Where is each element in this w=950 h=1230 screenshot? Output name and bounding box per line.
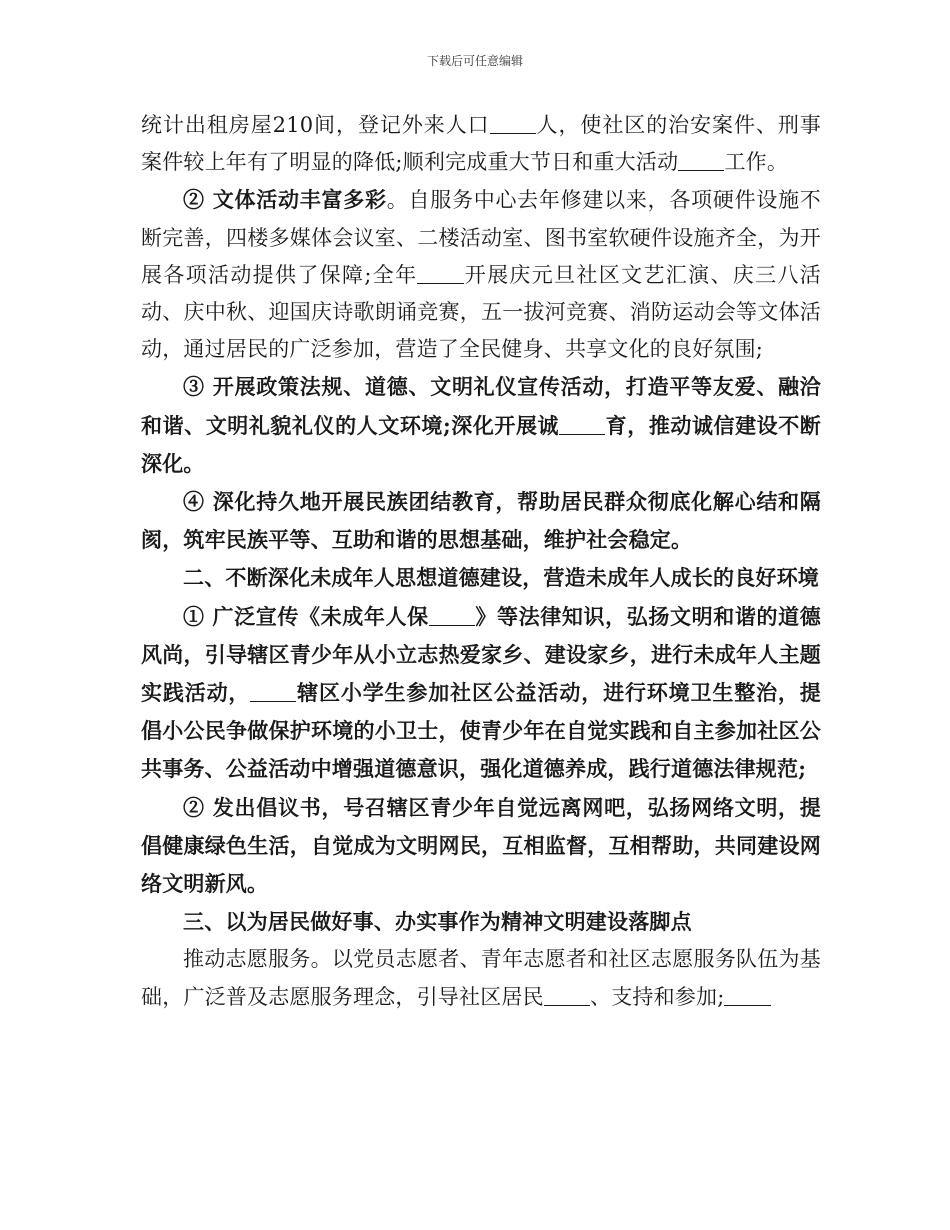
blank-underline (559, 413, 605, 435)
blank-underline (544, 984, 590, 1006)
paragraph (141, 903, 821, 941)
paragraph (141, 107, 821, 181)
blank-underline (490, 112, 536, 134)
text-segment: 、支持和参加; (590, 984, 725, 1009)
page-header: 下载后可任意编辑 (426, 54, 523, 68)
text-segment: 统计出租房屋210间，登记外来人口 (141, 113, 490, 137)
text-segment: 工作。 (724, 150, 789, 175)
paragraph (141, 483, 821, 559)
text-segment: 人，使社区的治安案件、刑事案件较上年有了明显的降低;顺利完成重大节日和重大活动 (141, 113, 821, 175)
blank-underline (417, 262, 463, 284)
paragraph (141, 559, 821, 597)
paragraph (141, 181, 821, 368)
paragraph (141, 598, 821, 789)
blank-underline (429, 604, 475, 626)
text-segment: ④ 深化持久地开展民族团结教育，帮助居民群众彻底化解心结和隔阂，筑牢民族平等、互助和谐的思想基础，维护社会稳定。 (141, 489, 821, 553)
text-segment: 开展庆元旦社区文艺汇演、庆三八活动、庆中秋、迎国庆诗歌朗诵竞赛，五一拔河竞赛、消防运动会等文体活动，通过居民的广泛参加，营造了全民健身、共享文化的良好氛围; (141, 262, 821, 362)
text-segment: 二、不断深化未成年人思想道德建设，营造未成年人成长的良好环境 (183, 565, 819, 591)
blank-underline (678, 149, 724, 171)
paragraph (141, 941, 821, 1015)
blank-underline (724, 984, 770, 1006)
text-segment: 》等法律知识，弘扬文明和谐的道德风尚，引导辖区青少年从小立志热爱家乡、建设家乡，进行未成年人主题实践活动， (141, 603, 821, 706)
text-segment: 辖区小学生参加社区公益活动，进行环境卫生整治，提倡小公民争做保护环境的小卫士，使青少年在自觉实践和自主参加社区公共事务、公益活动中增强道德意识，强化道德养成，践行道德法律规范; (141, 680, 821, 782)
text-segment: 。自服务中心去年修建以来，各项硬件设施不断完善，四楼多媒体会议室、二楼活动室、图书室软硬件设施齐全，为开展各项活动提供了保障;全年 (141, 188, 822, 287)
text-segment: ② 文体活动丰富多彩 (183, 187, 387, 213)
text-segment: ③ 开展政策法规、道德、文明礼仪宣传活动，打造平等友爱、融洽和谐、文明礼貌礼仪的人文环境;深化开展诚 (141, 374, 821, 438)
document-body (141, 107, 821, 1016)
text-segment: 三、以为居民做好事、办实事作为精神文明建设落脚点 (183, 909, 692, 935)
text-segment: ② 发出倡议书，号召辖区青少年自觉远离网吧，弘扬网络文明，提倡健康绿色生活，自觉成为文明网民，互相监督，互相帮助，共同建设网络文明新风。 (141, 794, 821, 897)
paragraph (141, 789, 821, 904)
text-segment: ① 广泛宣传《未成年人保 (183, 603, 429, 629)
blank-underline (250, 680, 296, 702)
text-segment: 育，推动诚信建设不断深化。 (141, 412, 821, 476)
text-segment: 推动志愿服务。以党员志愿者、青年志愿者和社区志愿服务队伍为基础，广泛普及志愿服务理念，引导社区居民 (141, 947, 821, 1009)
paragraph (141, 368, 821, 483)
